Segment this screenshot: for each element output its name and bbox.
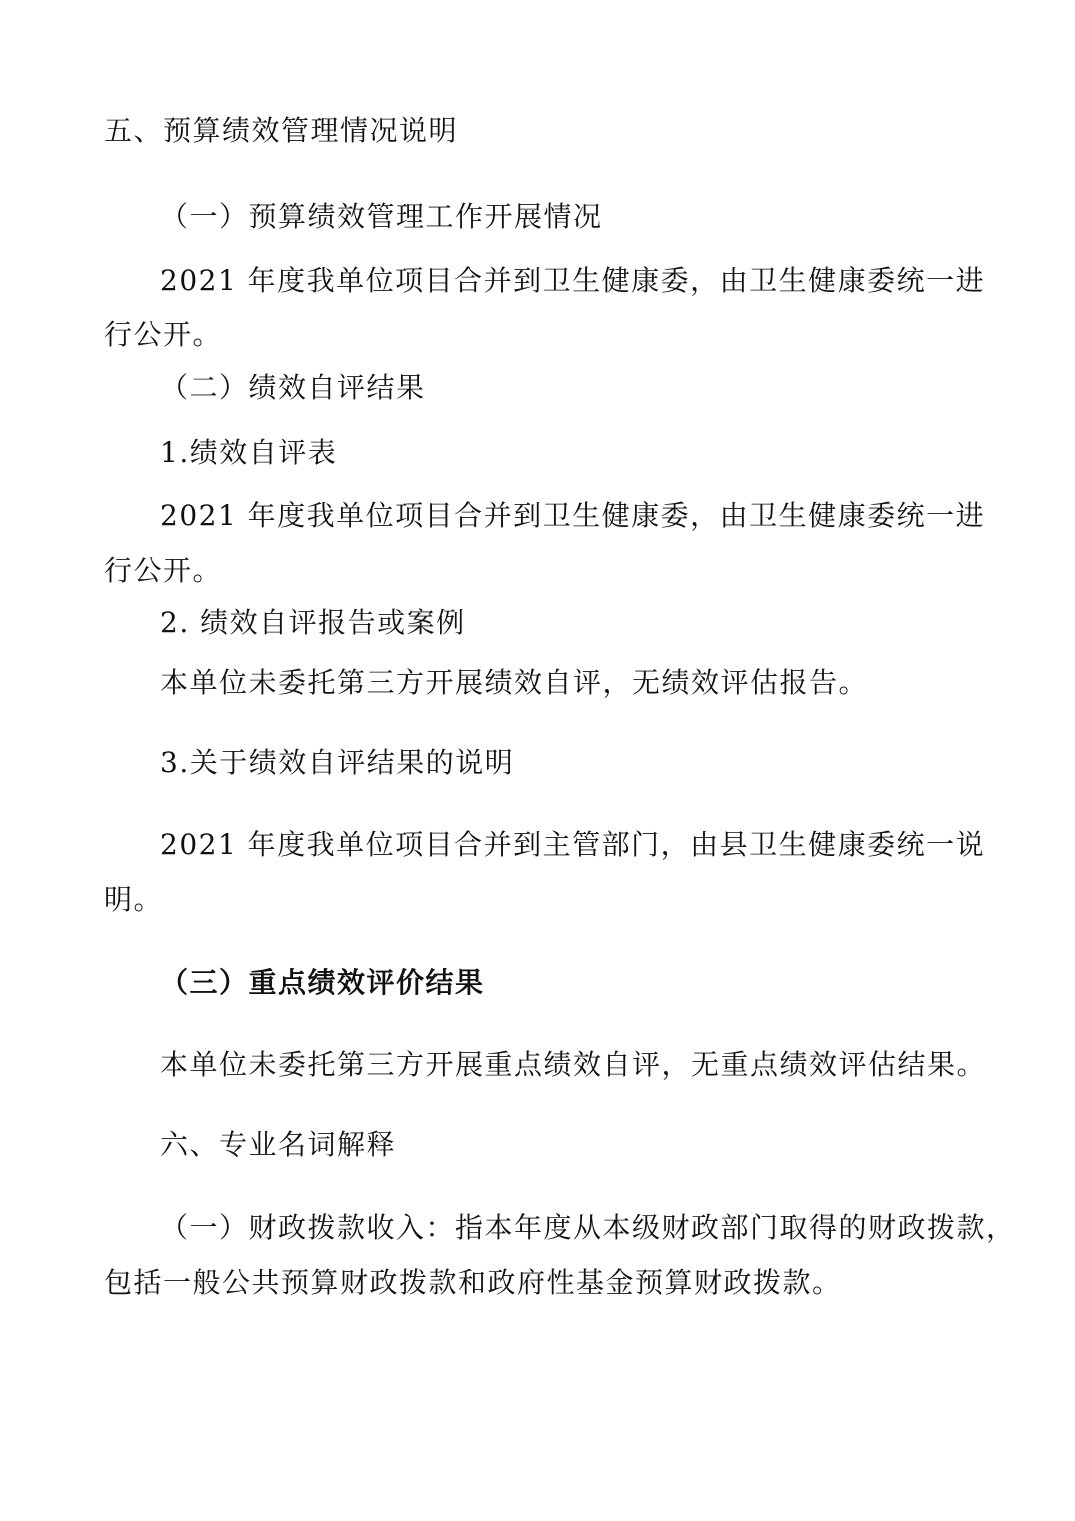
subsection-three-heading: （三）重点绩效评价结果	[160, 966, 485, 999]
item-three-paragraph-line2: 明。	[104, 883, 164, 916]
item-three-heading: 3.关于绩效自评结果的说明	[160, 746, 515, 779]
subsection-three-paragraph: 本单位未委托第三方开展重点绩效自评，无重点绩效评估结果。	[160, 1048, 987, 1081]
section-six-heading: 六、专业名词解释	[160, 1128, 397, 1161]
item-two-paragraph: 本单位未委托第三方开展绩效自评，无绩效评估报告。	[160, 666, 869, 699]
subsection-one-heading: （一）预算绩效管理工作开展情况	[160, 200, 603, 233]
term-one-line2: 包括一般公共预算财政拨款和政府性基金预算财政拨款。	[104, 1266, 842, 1299]
section-five-heading: 五、预算绩效管理情况说明	[104, 114, 459, 147]
term-one-line1: （一）财政拨款收入：指本年度从本级财政部门取得的财政拨款，	[160, 1211, 1016, 1244]
subsection-one-paragraph-line2: 行公开。	[104, 318, 223, 351]
subsection-two-heading: （二）绩效自评结果	[160, 371, 426, 404]
subsection-one-paragraph-line1: 2021 年度我单位项目合并到卫生健康委，由卫生健康委统一进	[160, 264, 986, 297]
item-three-paragraph-line1: 2021 年度我单位项目合并到主管部门，由县卫生健康委统一说	[160, 828, 986, 861]
item-one-paragraph-line1: 2021 年度我单位项目合并到卫生健康委，由卫生健康委统一进	[160, 499, 986, 532]
item-two-heading: 2. 绩效自评报告或案例	[160, 606, 466, 639]
item-one-heading: 1.绩效自评表	[160, 436, 338, 469]
item-one-paragraph-line2: 行公开。	[104, 554, 223, 587]
